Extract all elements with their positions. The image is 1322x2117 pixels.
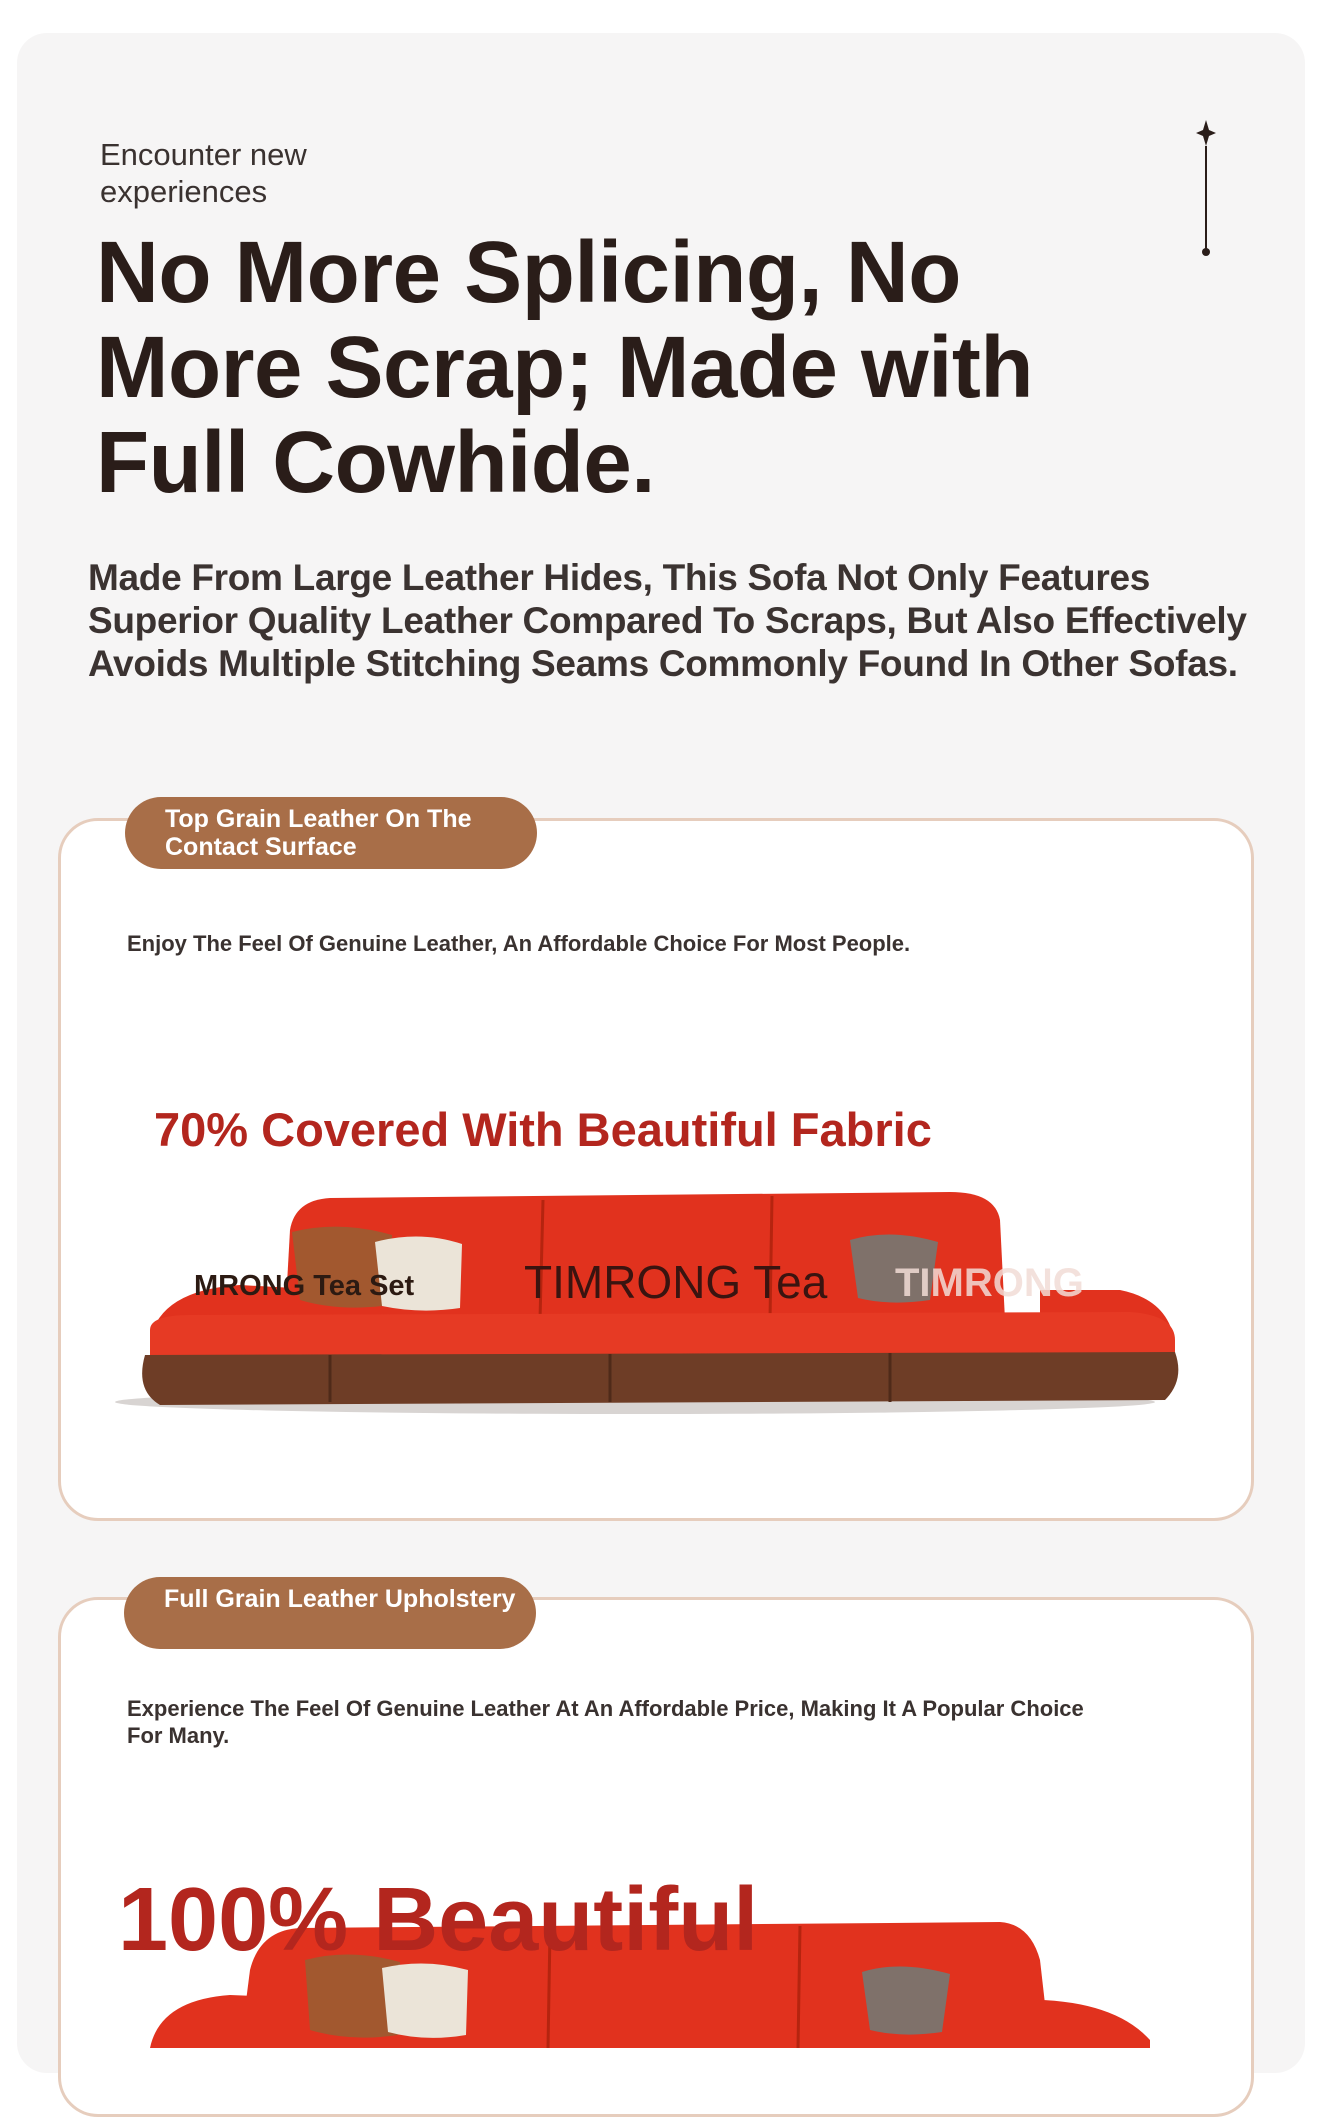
watermark-text: TIMRONG: [895, 1261, 1084, 1305]
card-description: Enjoy The Feel Of Genuine Leather, An Affordable Choice For Most People.: [127, 931, 911, 956]
tag-full-grain: Full Grain Leather Upholstery: [124, 1577, 536, 1649]
intro-kicker: Encounter new experiences: [100, 137, 307, 209]
promo-text: 100% Beautiful: [118, 1870, 759, 1970]
watermark-text: MRONG Tea Set: [194, 1270, 415, 1302]
promo-text: 70% Covered With Beautiful Fabric: [154, 1103, 932, 1156]
intro-description: Made From Large Leather Hides, This Sofa Not Only Features Superior Quality Leather Compared To Scraps, But Also Effectively Avoids Multiple Stitching Seams Commonly Found In Other Sofas.: [88, 557, 1247, 684]
watermark-text: TIMRONG Tea: [524, 1256, 828, 1308]
star-line-ornament-icon: [1196, 120, 1216, 260]
tag-top-grain: Top Grain Leather On The Contact Surface: [125, 797, 537, 869]
card-description: Experience The Feel Of Genuine Leather At An Affordable Price, Making It A Popular Choice For Many.: [127, 1696, 1084, 1748]
main-headline: No More Splicing, No More Scrap; Made with Full Cowhide.: [96, 224, 1033, 511]
